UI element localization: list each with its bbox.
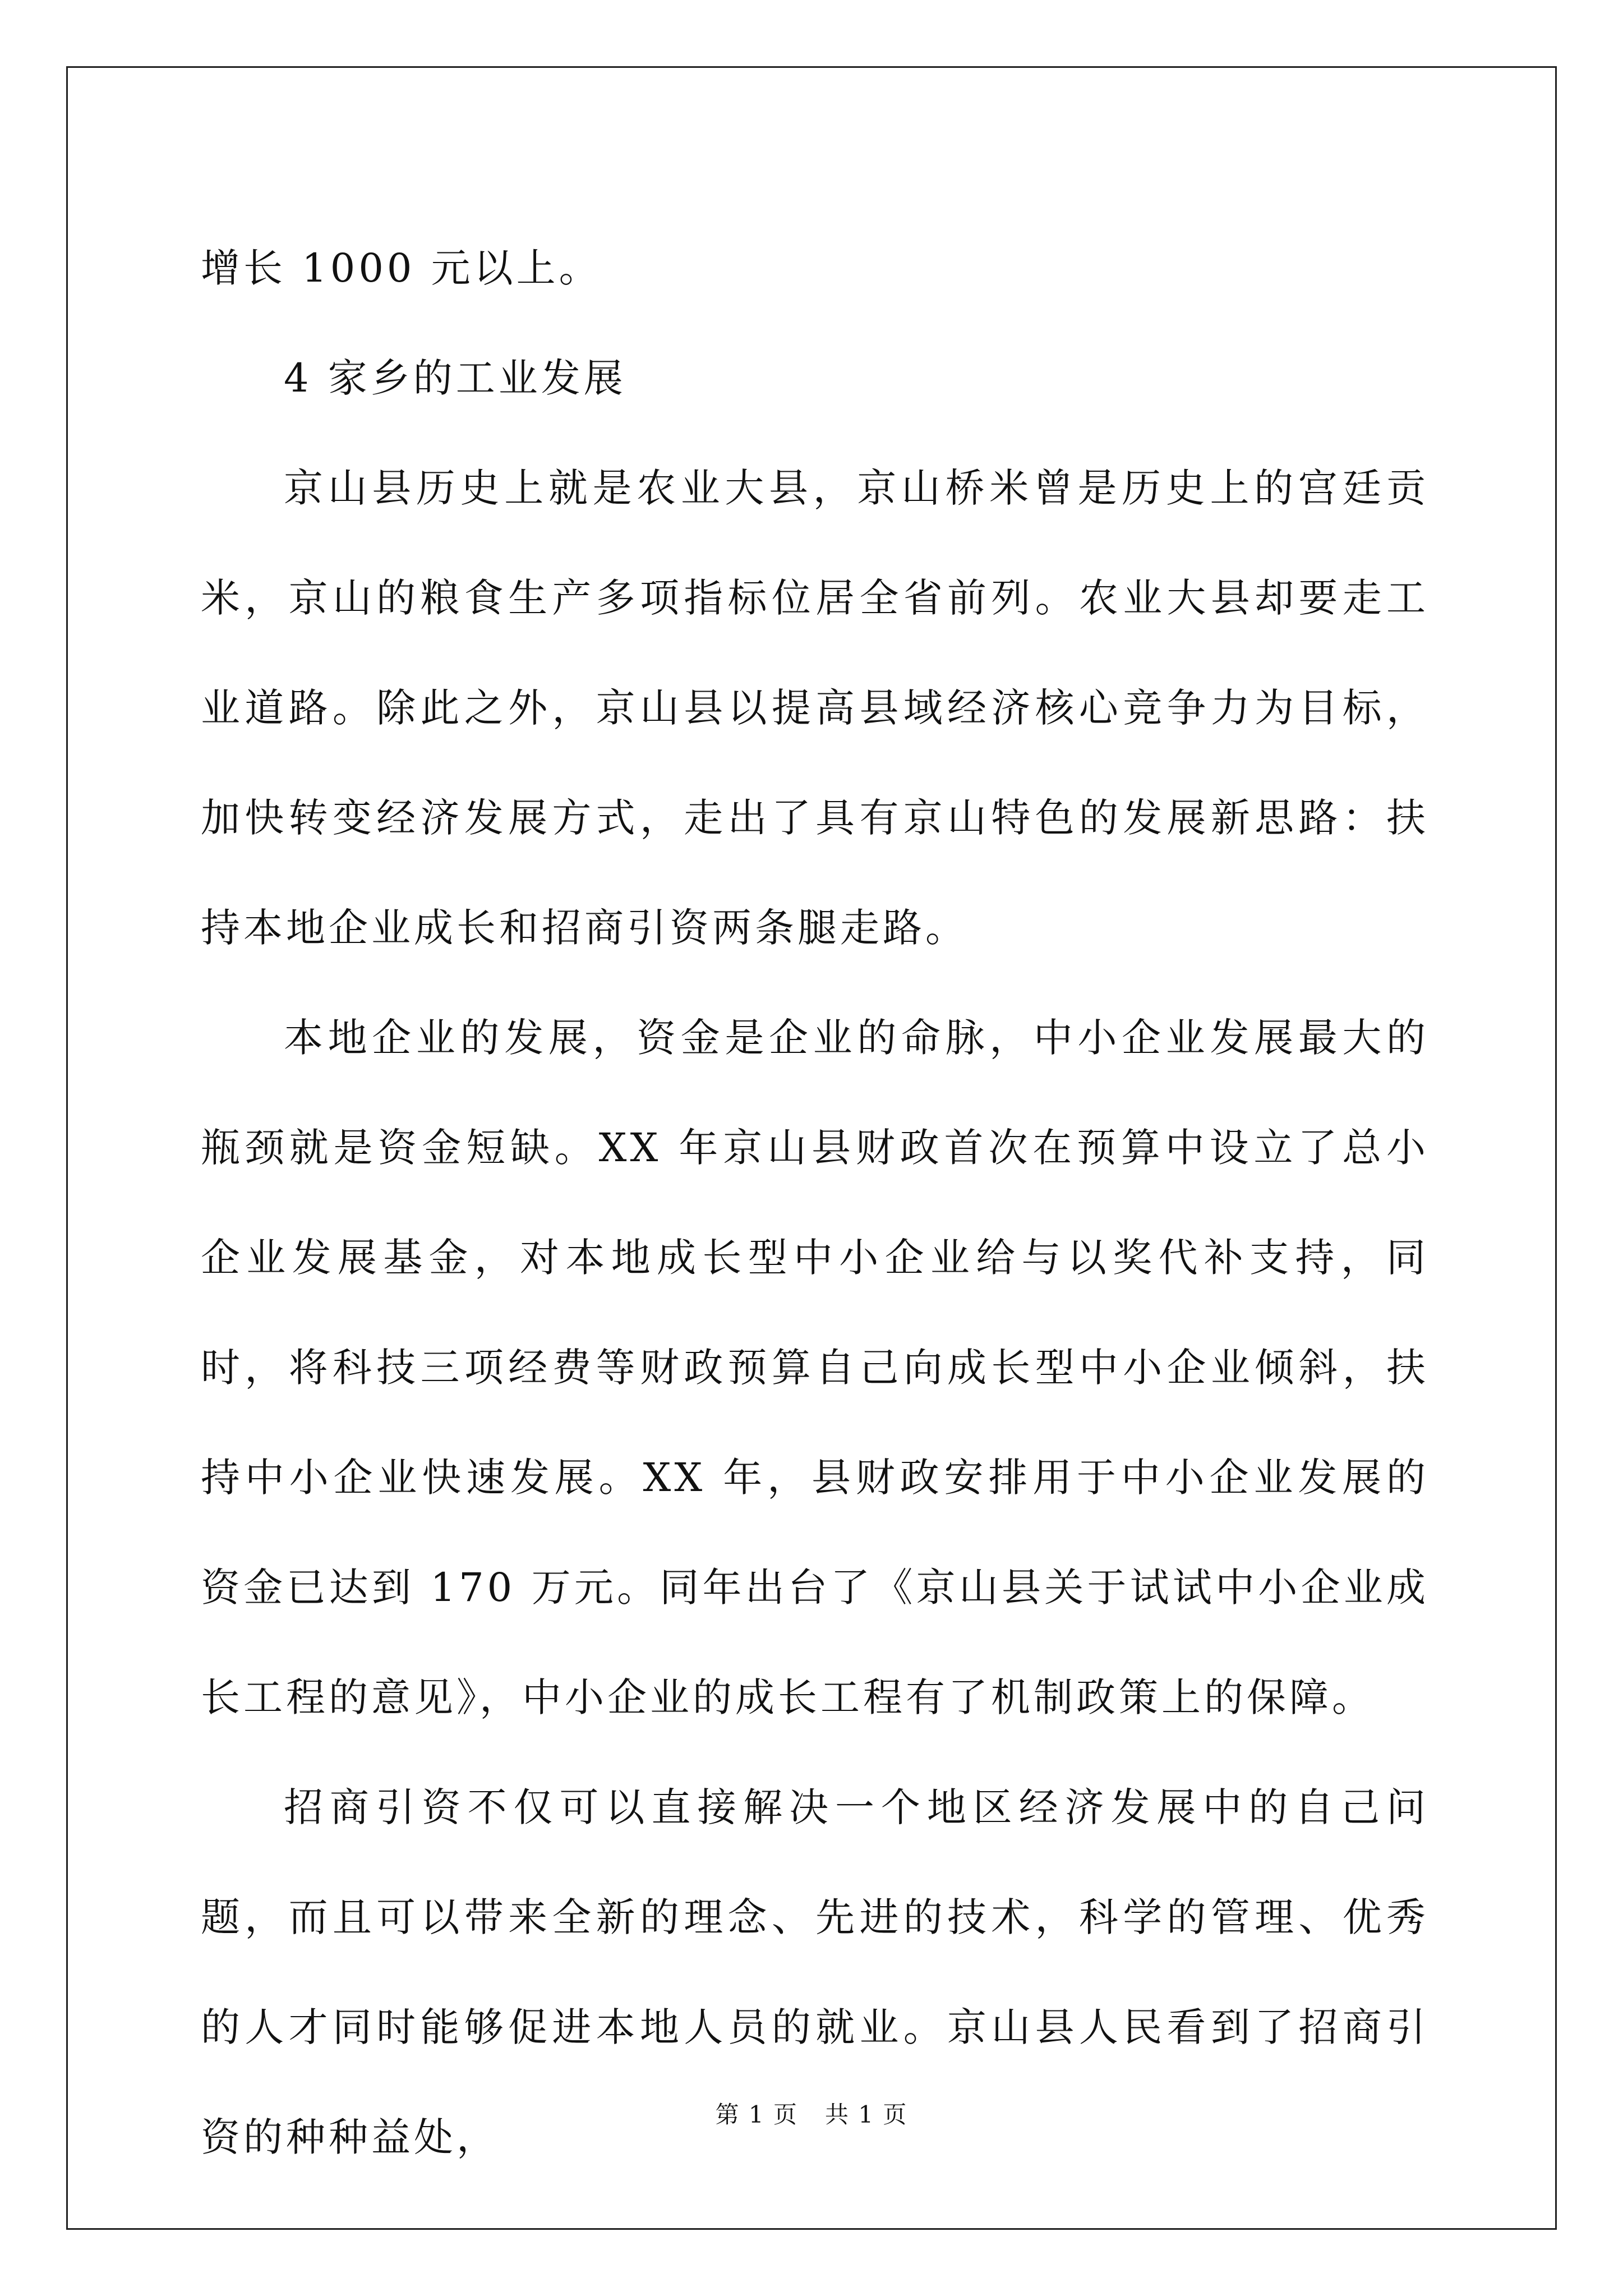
document-body	[201, 213, 1429, 2192]
paragraph-4: 招商引资不仅可以直接解决一个地区经济发展中的自己问题，而且可以带来全新的理念、先进的技术，科学的管理、优秀的人才同时能够促进本地人员的就业。京山县人民看到了招商引资的种种益处，	[201, 1784, 1429, 2160]
page-footer	[0, 2098, 1623, 2132]
paragraph-2: 京山县历史上就是农业大县，京山桥米曾是历史上的宫廷贡米，京山的粮食生产多项指标位居全省前列。农业大县却要走工业道路。除此之外，京山县以提高县域经济核心竞争力为目标，加快转变经济发展方式，走出了具有京山特色的发展新思路：扶持本地企业成长和招商引资两条腿走路。	[201, 465, 1429, 951]
section-heading: 4 家乡的工业发展	[284, 355, 626, 401]
page-total: 共 1 页	[825, 2101, 908, 2128]
page-number: 第 1 页	[715, 2101, 798, 2128]
paragraph-1: 增长 1000 元以上。	[201, 245, 602, 291]
paragraph-3: 本地企业的发展，资金是企业的命脉，中小企业发展最大的瓶颈就是资金短缺。XX 年京山县财政首次在预算中设立了总小企业发展基金，对本地成长型中小企业给与以奖代补支持，同时，将科技三项经费等财政预算自己向成长型中小企业倾斜，扶持中小企业快速发展。XX 年，县财政安排用于中小企业发展的资金已达到 170 万元。同年出台了《京山县关于试试中小企业成长工程的意见》，中小企业的成长工程有了机制政策上的保障。	[201, 1015, 1429, 1720]
